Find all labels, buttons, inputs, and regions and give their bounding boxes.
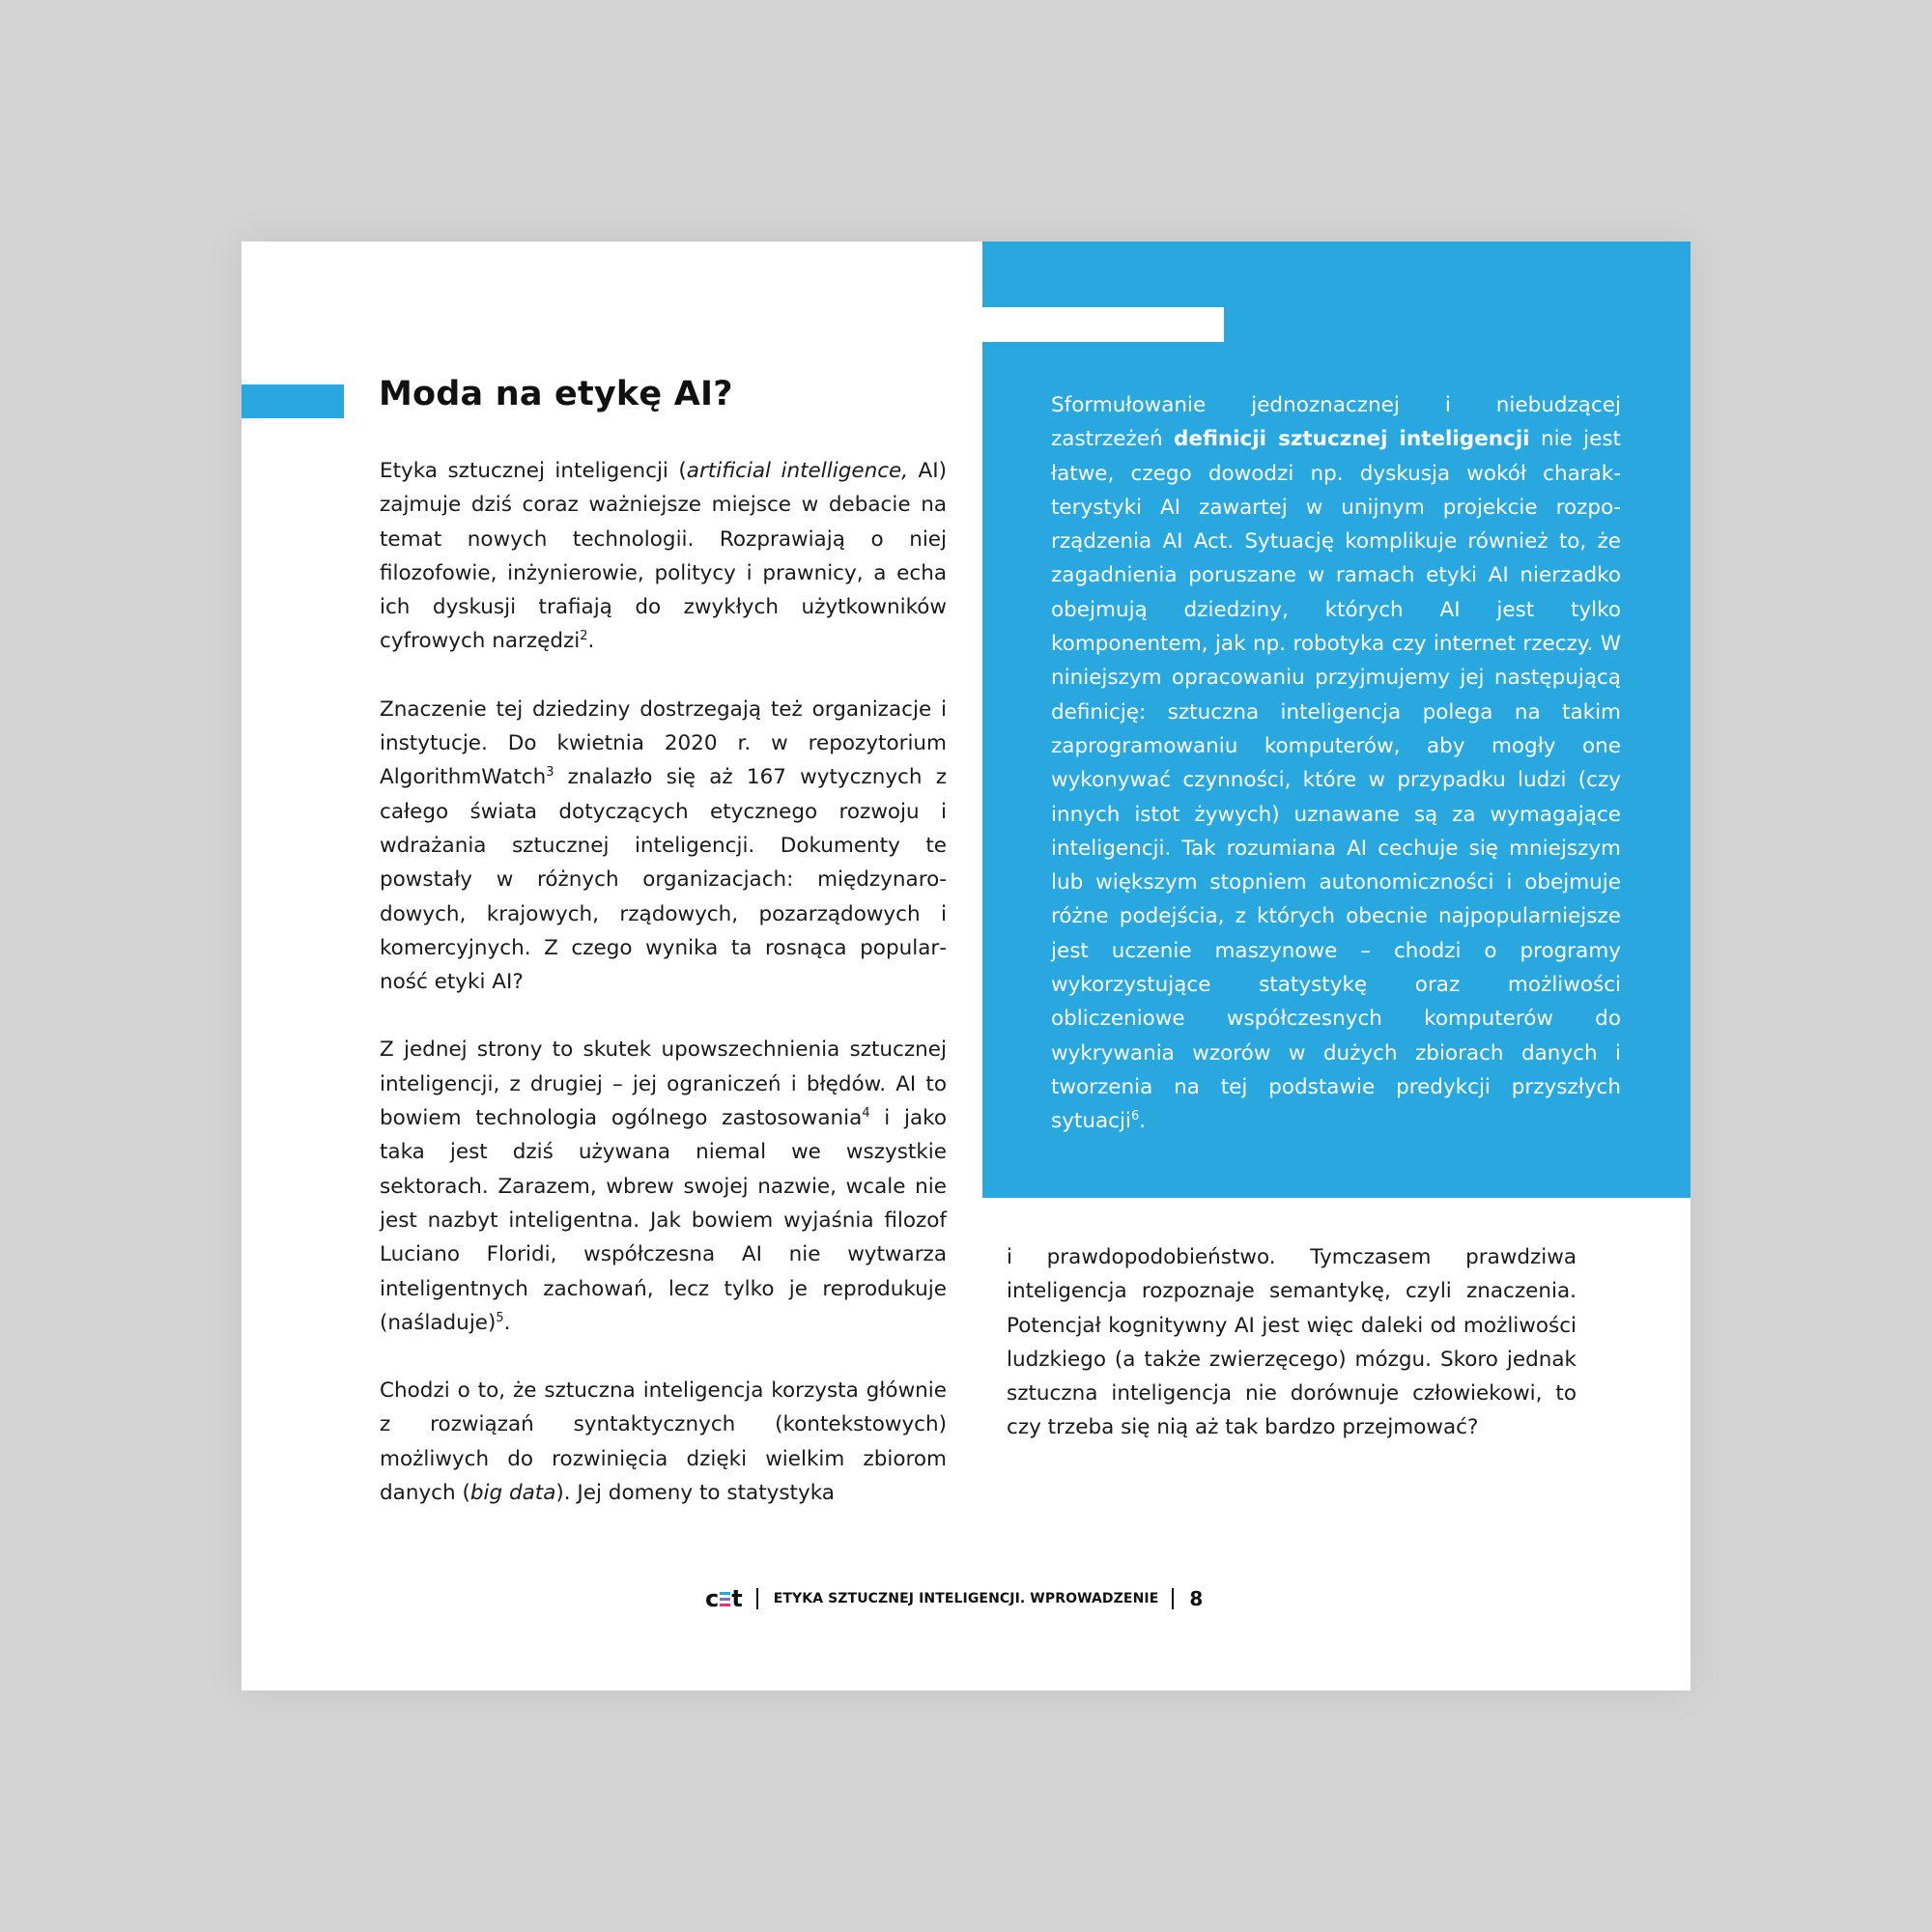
page-footer bbox=[705, 1584, 1203, 1613]
left-column bbox=[380, 454, 947, 1544]
italic-term: artificial intelligence, bbox=[686, 459, 909, 483]
italic-term: big data bbox=[469, 1481, 556, 1506]
footnote-ref[interactable]: 2 bbox=[580, 629, 588, 644]
page-number: 8 bbox=[1189, 1587, 1204, 1610]
right-column bbox=[1007, 1240, 1577, 1479]
footer-divider bbox=[756, 1588, 758, 1609]
footer-divider bbox=[1172, 1588, 1174, 1609]
definition-text: Sformułowanie jednoznacznej i niebudzącej zastrzeżeń definicji sztucznej inteligencji nie jest łatwe, czego dowodzi np. dyskusja wokół charakterystyki AI zawartej w unijnym projekcie rozporządzenia AI Act. Sytuację komplikuje również to, że zagadnienia poruszane w ramach etyki AI nierzadko obejmują dziedziny, których AI jest tylko komponentem, jak np. robotyka czy internet rzeczy. W niniejszym opracowaniu przyjmujemy jej następującą definicję: sztuczna inteligencja polega na takim zaprogramowaniu komputerów, aby mogły one wykonywać czynności, które w przypadku ludzi (czy innych istot żywych) uznawane są za wymagające inteligencji. Tak rozumiana AI cechuje się mniejszym lub większym stopniem autonomiczności i obejmuje różne podejścia, z których obecnie najpopularniejsze jest uczenie maszynowe – chodzi o programy wykorzystujące statystykę oraz możliwości obliczeniowe współczesnych komputerów do wykrywania wzorów w dużych zbiorach danych i tworzenia na tej podstawie predykcji przyszłych sytuacji$^6$. bbox=[1051, 393, 1621, 1134]
footnote-ref[interactable]: 6 bbox=[1130, 1109, 1140, 1124]
bold-term: definicji sztucznej inteligencji bbox=[1173, 427, 1530, 452]
cet-logo-icon: c t bbox=[705, 1585, 743, 1612]
footnote-ref[interactable]: 5 bbox=[496, 1310, 504, 1325]
heading-accent-bar bbox=[242, 384, 344, 418]
paragraph-2: Znaczenie tej dziedziny dostrzegają też organizacje i instytucje. Do kwietnia 2020 r. w repozytorium AlgorithmWatch$^3$ znalazło się aż 167 wytycznych z całego świata dotyczących etycznego rozwoju i wdrażania sztucznej inteligencji. Dokumenty te powstały w różnych organizacjach: międzynarodowych, krajowych, rządowych, pozarządowych i komercyjnych. Z czego wynika ta rosnąca popularność etyki AI? bbox=[380, 696, 947, 995]
paragraph-1: Etyka sztucznej inteligencji (artificial intelligence, AI) zajmuje dziś coraz ważniejsze miejsce w debacie na temat nowych technologii. Rozprawiają o niej filozofowie, inżynierowie, politycy i prawnicy, a echa ich dyskusji trafiają do zwykłych użytkowników cyfrowych narzędzi$^2$. bbox=[380, 459, 947, 654]
definition-box-notch bbox=[982, 307, 1224, 342]
paragraph-5: i prawdopodobieństwo. Tymczasem prawdziwa inteligencja rozpoznaje semantykę, czyli znaczenia. Potencjał kognitywny AI jest więc daleki od możliwości ludzkiego (a także zwierzęcego) mózgu. Skoro jednak sztuczna inteligencja nie dorównuje człowiekowi, to czy trzeba się nią aż tak bardzo przejmować? bbox=[1007, 1245, 1577, 1440]
document-page bbox=[242, 242, 1690, 1690]
footnote-ref[interactable]: 3 bbox=[546, 765, 554, 781]
paragraph-3: Z jednej strony to skutek upowszechnienia sztucznej inteligencji, z drugiej – jej ograniczeń i błędów. AI to bowiem technologia ogólnego zastosowania$^4$ i jako taka jest dziś używana niemal we wszystkie sektorach. Zarazem, wbrew swojej nazwie, wcale nie jest nazbyt inteligentna. Jak bowiem wyjaśnia filozof Luciano Floridi, współczesna AI nie wytwarza inteligentnych zachowań, lecz tylko je reprodukuje (naśladuje)$^5$. bbox=[380, 1037, 947, 1335]
paragraph-4: Chodzi o to, że sztuczna inteligencja korzysta głównie z rozwiązań syntaktycznych (kontekstowych) możliwych do rozwinięcia dzięki wielkim zbiorom danych (big data). Jej domeny to statystyka bbox=[380, 1378, 947, 1506]
footnote-ref[interactable]: 4 bbox=[862, 1105, 870, 1121]
logo-e-bars bbox=[720, 1592, 730, 1606]
publication-title: ETYKA SZTUCZNEJ INTELIGENCJI. WPROWADZENIE bbox=[773, 1591, 1159, 1606]
page-heading: Moda na etykę AI? bbox=[379, 375, 733, 413]
